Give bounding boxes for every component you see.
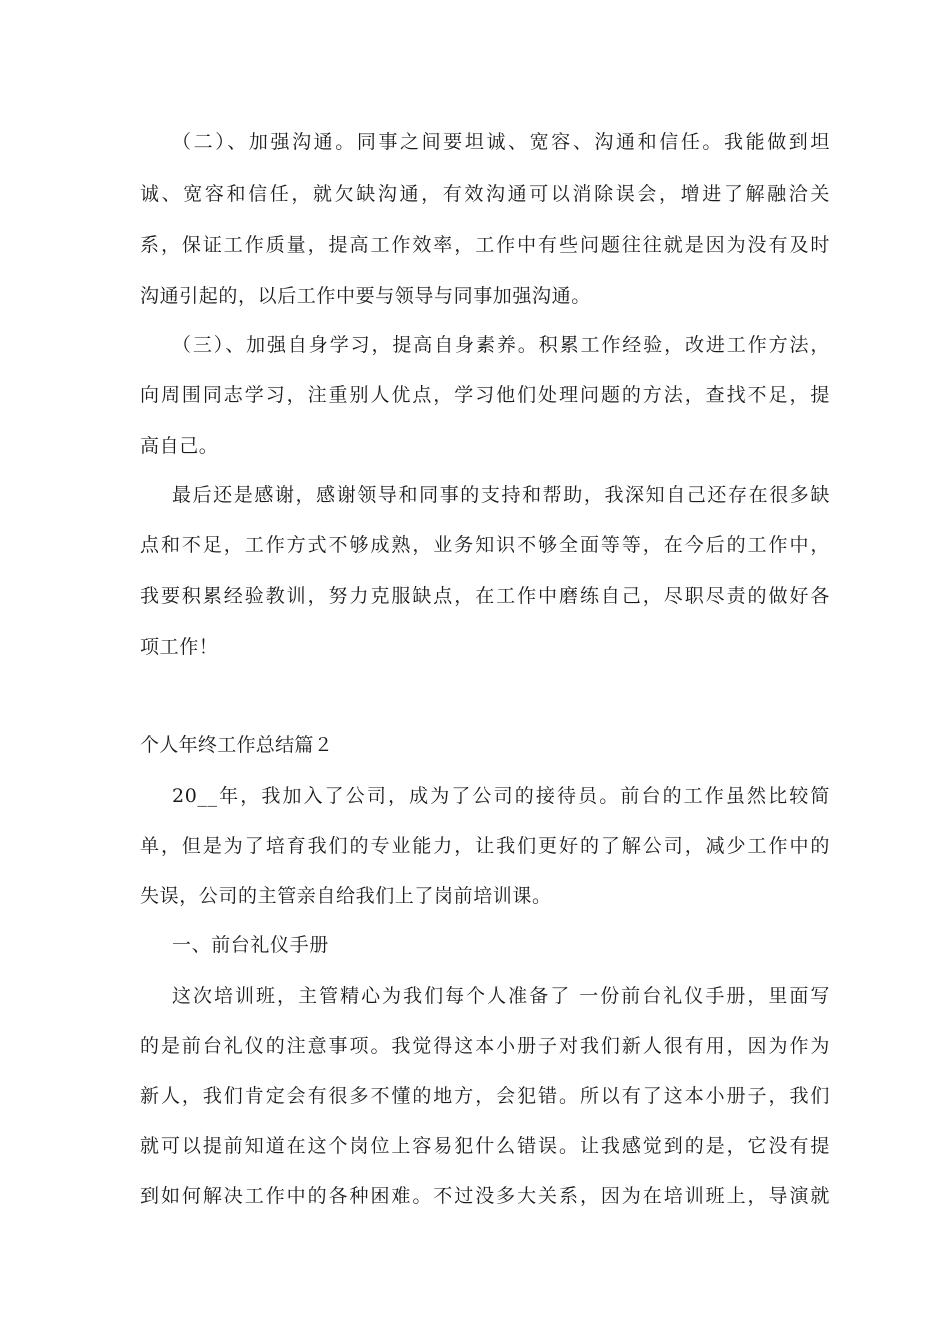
paragraph-self-study-line-3: 高自己。 xyxy=(140,435,219,457)
paragraph-thanks-line-3: 我要积累经验教训，努力克服缺点，在工作中磨练自己，尽职尽责的做好各 xyxy=(140,585,830,607)
paragraph-self-study-line-1: （三）、加强自身学习，提高自身素养。积累工作经验，改进工作方法， xyxy=(172,334,830,356)
paragraph-communication-line-3: 系，保证工作质量，提高工作效率，工作中有些问题往往就是因为没有及时 xyxy=(140,234,830,256)
paragraph-thanks-line-1: 最后还是感谢，感谢领导和同事的支持和帮助，我深知自己还存在很多缺 xyxy=(172,484,830,506)
paragraph-handbook-line-1: 这次培训班，主管精心为我们每个人准备了 一份前台礼仪手册，里面写 xyxy=(172,985,830,1007)
paragraph-self-study-line-2: 向周围同志学习，注重别人优点，学习他们处理问题的方法，查找不足，提 xyxy=(140,384,830,406)
paragraph-handbook-line-4: 就可以提前知道在这个岗位上容易犯什么错误。让我感觉到的是，它没有提 xyxy=(140,1135,830,1157)
paragraph-thanks-line-4: 项工作！ xyxy=(140,636,219,658)
paragraph-intro-line-1: 20__年，我加入了公司，成为了公司的接待员。前台的工作虽然比较简 xyxy=(172,785,830,807)
paragraph-handbook-line-5: 到如何解决工作中的各种困难。不过没多大关系，因为在培训班上，导演就 xyxy=(140,1185,830,1207)
paragraph-handbook-line-2: 的是前台礼仪的注意事项。我觉得这本小册子对我们新人很有用，因为作为 xyxy=(140,1035,830,1057)
paragraph-handbook-line-3: 新人，我们肯定会有很多不懂的地方，会犯错。所以有了这本小册子，我们 xyxy=(140,1085,830,1107)
paragraph-communication-line-4: 沟通引起的，以后工作中要与领导与同事加强沟通。 xyxy=(140,285,591,307)
paragraph-thanks-line-2: 点和不足，工作方式不够成熟，业务知识不够全面等等，在今后的工作中， xyxy=(140,534,830,556)
paragraph-communication-line-1: （二）、加强沟通。同事之间要坦诚、宽容、沟通和信任。我能做到坦 xyxy=(172,131,830,153)
paragraph-communication-line-2: 诚、宽容和信任，就欠缺沟通，有效沟通可以消除误会，增进了解融洽关 xyxy=(140,183,830,205)
paragraph-intro-line-3: 失误，公司的主管亲自给我们上了岗前培训课。 xyxy=(140,885,552,907)
subheading-etiquette: 一、前台礼仪手册 xyxy=(172,934,329,956)
paragraph-intro-line-2: 单，但是为了培育我们的专业能力，让我们更好的了解公司，减少工作中的 xyxy=(140,835,830,857)
section-title: 个人年终工作总结篇２ xyxy=(140,734,334,756)
